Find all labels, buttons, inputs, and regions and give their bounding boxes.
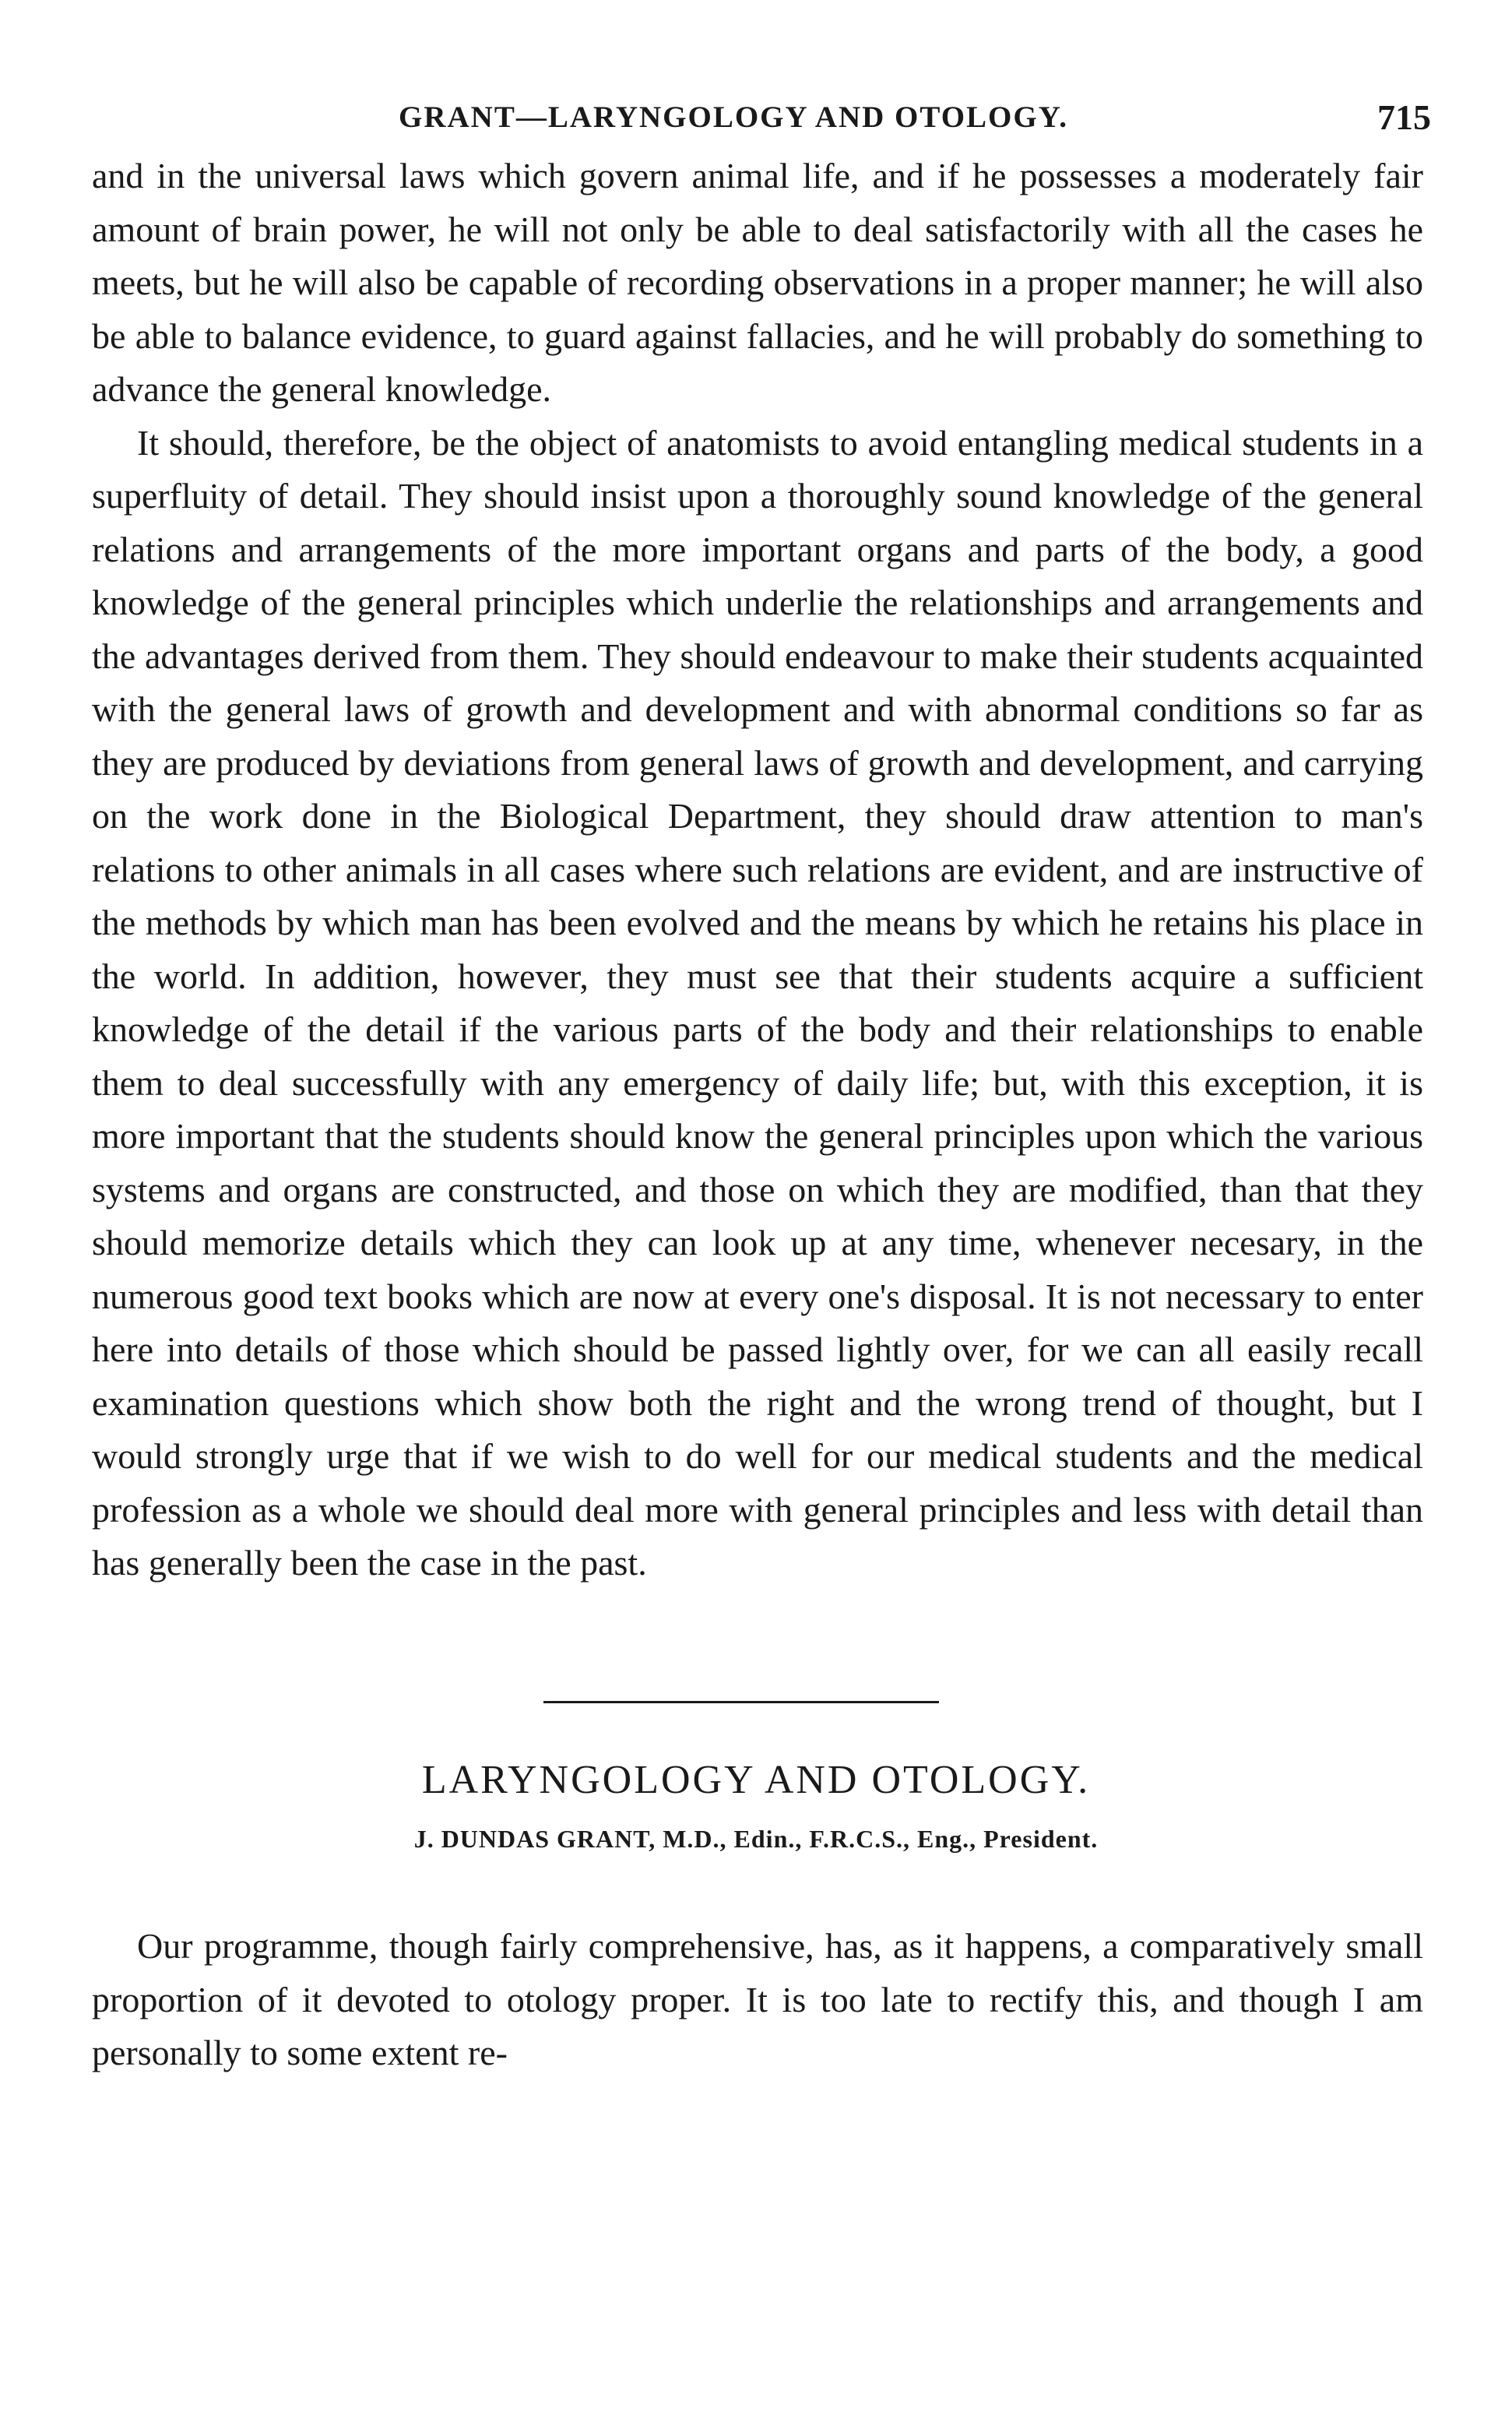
- section-title: LARYNGOLOGY AND OTOLOGY.: [421, 1758, 1091, 1802]
- running-title: GRANT—LARYNGOLOGY AND OTOLOGY.: [399, 100, 1069, 134]
- page-number: 715: [1377, 97, 1431, 137]
- section-paragraph: Our programme, though fairly comprehensive, has, as it happens, a comparatively small proportion of it devoted to otology proper. It is too late to rectify this, and though I am personally to some extent re-: [92, 1926, 1423, 2072]
- section-author: J. DUNDAS GRANT, M.D., Edin., F.R.C.S., Eng., President.: [413, 1825, 1099, 1853]
- running-head: [92, 97, 1431, 146]
- section-divider: [543, 1701, 939, 1703]
- body-text: [92, 150, 1423, 1590]
- section-body-text: [92, 1920, 1423, 2080]
- paragraph-continuation: and in the universal laws which govern animal life, and if he possesses a moderately fair amount of brain power, he will not only be able to deal satisfactorily with all the cases he meets, but he will also be capable of recording observations in a proper manner; he will also be able to balance evidence, to guard against fallacies, and he will probably do something to advance the general knowledge.: [92, 156, 1423, 409]
- paragraph: It should, therefore, be the object of anatomists to avoid entangling medical students in a superfluity of detail. They should insist upon a thoroughly sound knowledge of the general relations and arrangements of the more important organs and parts of the body, a good knowledge of the general principles which underlie the relationships and arrangements and the advantages derived from them. They should endeavour to make their students acquainted with the general laws of growth and development and with abnormal conditions so far as they are produced by deviations from general laws of growth and development, and carrying on the work done in the Biological Department, they should draw attention to man's relations to other animals in all cases where such relations are evident, and are instructive of the methods by which man has been evolved and the means by which he retains his place in the world. In addition, however, they must see that their students acquire a sufficient knowledge of the detail if the various parts of the body and their relationships to enable them to deal successfully with any emergency of daily life; but, with this exception, it is more important that the students should know the general principles upon which the various systems and organs are constructed, and those on which they are modified, than that they should memorize details which they can look up at any time, whenever necesary, in the numerous good text books which are now at every one's disposal. It is not necessary to enter here into details of those which should be passed lightly over, for we can all easily recall examination questions which show both the right and the wrong trend of thought, but I would strongly urge that if we wish to do well for our medical students and the medical profession as a whole we should deal more with general principles and less with detail than has generally been the case in the past.: [92, 422, 1423, 1583]
